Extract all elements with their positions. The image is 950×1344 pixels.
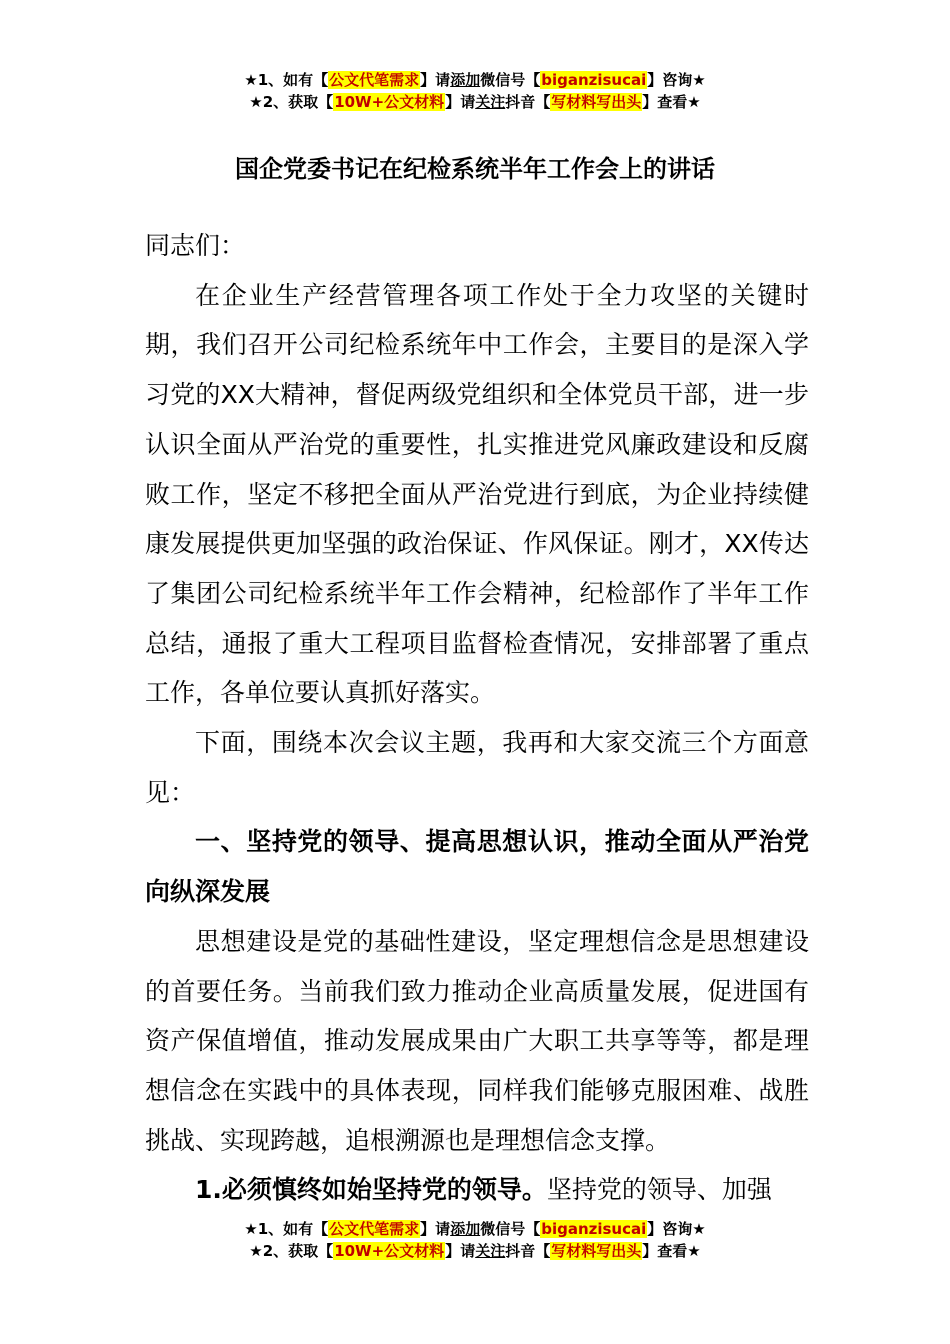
promo-underlined: 关注 — [475, 1242, 506, 1260]
promo-text: 】请 — [420, 71, 451, 89]
promo-highlight: 写材料写出头 — [551, 1242, 642, 1260]
promo-text: 】查看★ — [642, 93, 701, 111]
promo-line-2 — [0, 91, 950, 113]
promo-highlight: 10W+公文材料 — [334, 93, 445, 111]
promo-line-1 — [0, 69, 950, 91]
promo-text: 抖音【 — [505, 1242, 551, 1260]
promo-text: ★1、如有【 — [244, 71, 329, 89]
salutation: 同志们： — [145, 231, 246, 260]
promo-text: 】咨询★ — [647, 1220, 706, 1238]
promo-text: 微信号【 — [480, 1220, 541, 1238]
promo-text: 微信号【 — [480, 71, 541, 89]
promo-underlined: 添加 — [450, 1220, 481, 1238]
promo-text: 】请 — [420, 1220, 451, 1238]
promo-banner-bottom — [0, 1218, 950, 1262]
promo-text: ★1、如有【 — [244, 1220, 329, 1238]
promo-text: ★2、获取【 — [249, 93, 334, 111]
promo-text: 】请 — [445, 93, 476, 111]
promo-text: ★2、获取【 — [249, 1242, 334, 1260]
promo-highlight: 写材料写出头 — [551, 93, 642, 111]
promo-banner-top — [0, 69, 950, 113]
promo-underlined: 添加 — [450, 71, 481, 89]
point-lead: 1.必须慎终如始坚持党的领导。 — [195, 1175, 547, 1205]
point-paragraph — [145, 1165, 809, 1215]
paragraph: 在企业生产经营管理各项工作处于全力攻坚的关键时期，我们召开公司纪检系统年中工作会，主要目的是深入学习党的XX大精神，督促两级党组织和全体党员干部，进一步认识全面从严治党的重要性，扎实推进党风廉政建设和反腐败工作，坚定不移把全面从严治党进行到底，为企业持续健康发展提供更加坚强的政治保证、作风保证。刚才，XX传达了集团公司纪检系统半年工作会精神，纪检部作了半年工作总结，通报了重大工程项目监督检查情况，安排部署了重点工作，各单位要认真抓好落实。 — [145, 280, 809, 708]
promo-highlight: biganzisucai — [541, 71, 647, 89]
promo-highlight: 10W+公文材料 — [334, 1242, 445, 1260]
promo-underlined: 关注 — [475, 93, 506, 111]
promo-text: 】查看★ — [642, 1242, 701, 1260]
document-title: 国企党委书记在纪检系统半年工作会上的讲话 — [235, 155, 715, 183]
promo-highlight: 公文代笔需求 — [329, 1220, 420, 1238]
paragraph: 思想建设是党的基础性建设，坚定理想信念是思想建设的首要任务。当前我们致力推动企业高质量发展，促进国有资产保值增值，推动发展成果由广大职工共享等等，都是理想信念在实践中的具体表现，同样我们能够克服困难、战胜挑战、实现跨越，追根溯源也是理想信念支撑。 — [145, 926, 809, 1155]
promo-text: 】咨询★ — [647, 71, 706, 89]
paragraph: 下面，围绕本次会议主题，我再和大家交流三个方面意见： — [145, 728, 809, 807]
promo-line-1 — [0, 1218, 950, 1240]
promo-highlight: 公文代笔需求 — [329, 71, 420, 89]
section-heading: 一、坚持党的领导、提高思想认识，推动全面从严治党向纵深发展 — [145, 827, 809, 907]
promo-text: 】请 — [445, 1242, 476, 1260]
point-text: 坚持党的领导、加强 — [546, 1175, 772, 1205]
promo-text: 抖音【 — [505, 93, 551, 111]
promo-line-2 — [0, 1240, 950, 1262]
document-body — [145, 221, 809, 1215]
promo-highlight: biganzisucai — [541, 1220, 647, 1238]
